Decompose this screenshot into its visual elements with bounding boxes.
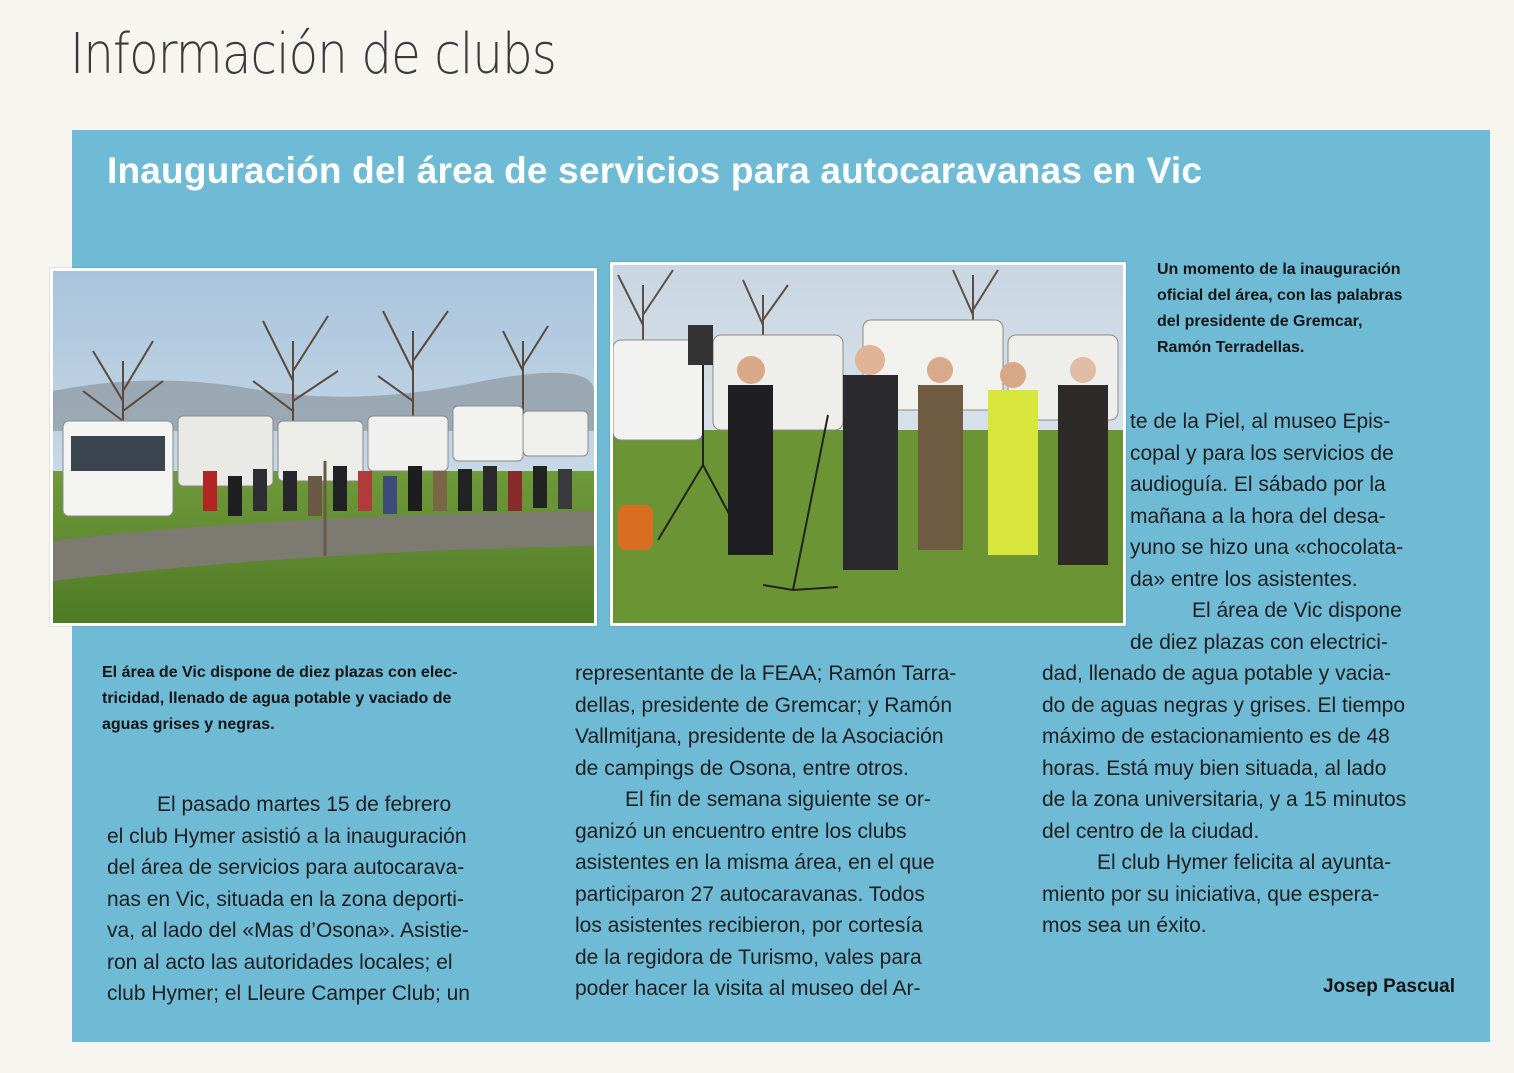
body-line: dellas, presidente de Gremcar; y Ramón bbox=[575, 693, 953, 717]
body-line: miento por su iniciativa, que espera- bbox=[1042, 882, 1380, 906]
caption-line: Ramón Terradellas. bbox=[1157, 339, 1305, 356]
body-line: da» entre los asistentes. bbox=[1130, 567, 1358, 591]
caption-line: oficial del área, con las palabras bbox=[1157, 287, 1403, 304]
caption-line: aguas grises y negras. bbox=[102, 716, 275, 733]
body-line: El pasado martes 15 de febrero bbox=[157, 793, 452, 816]
body-line: Vallmitjana, presidente de la Asociación bbox=[575, 725, 944, 748]
photo-motorhome-area-crowd bbox=[50, 268, 597, 626]
body-line: yuno se hizo una «chocolata- bbox=[1130, 536, 1404, 559]
body-line: del centro de la ciudad. bbox=[1042, 819, 1260, 843]
body-line: mañana a la hora del desa- bbox=[1130, 504, 1386, 528]
caption-line: Un momento de la inauguración bbox=[1157, 261, 1401, 278]
body-line: do de aguas negras y grises. El tiempo bbox=[1042, 693, 1406, 717]
body-line: dad, llenado de agua potable y vacia- bbox=[1042, 662, 1392, 685]
body-line: poder hacer la visita al museo del Ar- bbox=[575, 977, 921, 1000]
body-line: audioguía. El sábado por la bbox=[1130, 473, 1386, 496]
photo-motorhome-area-crowd-image bbox=[53, 271, 594, 623]
body-line: El club Hymer felicita al ayunta- bbox=[1097, 851, 1392, 874]
caption-line: El área de Vic dispone de diez plazas con elec- bbox=[102, 664, 458, 681]
photo-caption-left bbox=[102, 660, 502, 738]
article-column-3 bbox=[1042, 406, 1406, 942]
article-panel bbox=[72, 130, 1490, 1042]
body-line: los asistentes recibieron, por cortesía bbox=[575, 914, 923, 937]
body-line: El área de Vic dispone bbox=[1192, 599, 1402, 622]
caption-line: tricidad, llenado de agua potable y vaciado de bbox=[102, 690, 452, 707]
body-line: de diez plazas con electrici- bbox=[1130, 630, 1388, 654]
body-line: del área de servicios para autocarava- bbox=[107, 856, 465, 879]
article-byline: Josep Pascual bbox=[1322, 976, 1455, 997]
article-column-2 bbox=[575, 658, 956, 1005]
body-line: el club Hymer asistió a la inauguración bbox=[107, 824, 467, 848]
body-line: de campings de Osona, entre otros. bbox=[575, 756, 909, 780]
body-line: de la zona universitaria, y a 15 minutos bbox=[1042, 788, 1407, 811]
body-line: El fin de semana siguiente se or- bbox=[625, 788, 931, 811]
body-line: nas en Vic, situada en la zona deporti- bbox=[107, 887, 464, 911]
section-title: Información de clubs bbox=[70, 22, 557, 87]
body-line: ron al acto las autoridades locales; el bbox=[107, 950, 453, 974]
body-line: ganizó un encuentro entre los clubs bbox=[575, 819, 907, 843]
body-line: te de la Piel, al museo Epis- bbox=[1130, 410, 1391, 433]
article-column-1 bbox=[107, 789, 470, 1010]
body-line: asistentes en la misma área, en el que bbox=[575, 851, 935, 874]
body-line: participaron 27 autocaravanas. Todos bbox=[575, 882, 925, 906]
body-line: horas. Está muy bien situada, al lado bbox=[1042, 756, 1387, 780]
article-headline: Inauguración del área de servicios para autocaravanas en Vic bbox=[107, 150, 1203, 191]
body-line: va, al lado del «Mas d’Osona». Asistie- bbox=[107, 919, 469, 942]
body-line: representante de la FEAA; Ramón Tarra- bbox=[575, 662, 957, 685]
body-line: club Hymer; el Lleure Camper Club; un bbox=[107, 982, 470, 1005]
body-line: mos sea un éxito. bbox=[1042, 914, 1207, 937]
body-line: máximo de estacionamiento es de 48 bbox=[1042, 725, 1390, 748]
caption-line: del presidente de Gremcar, bbox=[1157, 313, 1363, 330]
body-line: copal y para los servicios de bbox=[1130, 441, 1394, 465]
body-line: de la regidora de Turismo, vales para bbox=[575, 945, 922, 969]
photo-caption-right bbox=[1157, 257, 1457, 361]
